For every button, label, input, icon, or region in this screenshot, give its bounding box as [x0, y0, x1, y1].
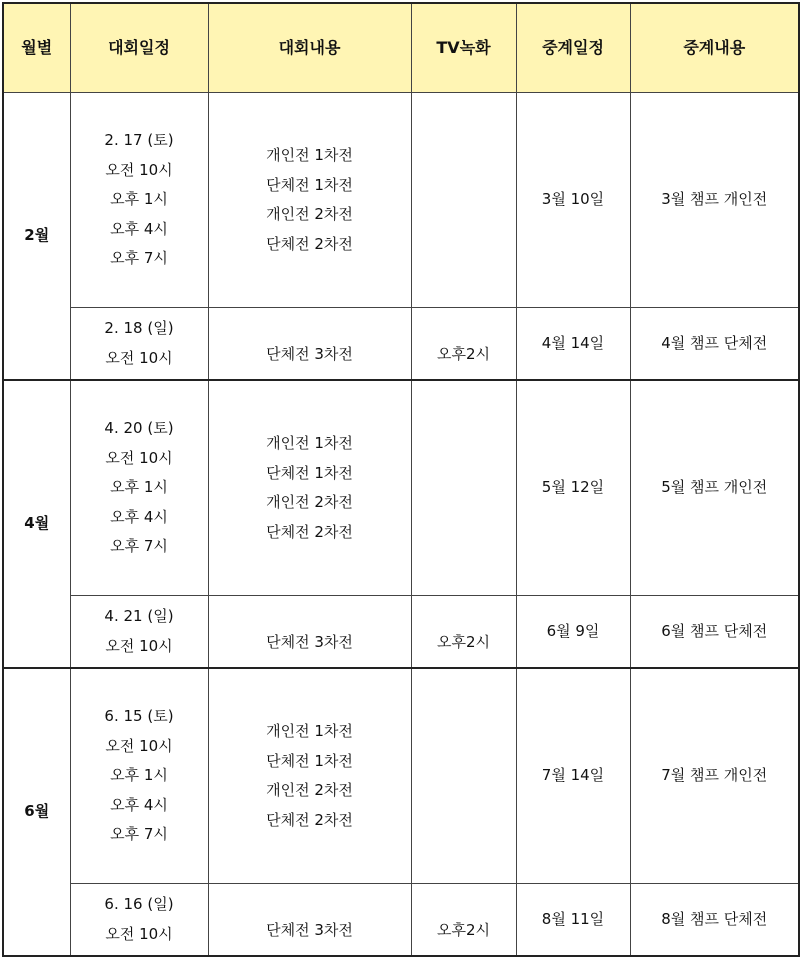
broadcast-date-cell: 3월 10일	[516, 93, 630, 308]
table-row	[3, 308, 799, 381]
contents-item: 개인전 2차전	[266, 781, 353, 799]
tv-recording-time: 오후2시	[436, 632, 490, 651]
table-row	[3, 596, 799, 669]
event-contents-cell	[208, 380, 411, 596]
header-row	[3, 3, 799, 93]
broadcast-contents-cell: 5월 챔프 개인전	[630, 380, 799, 596]
tv-recording-cell	[411, 668, 516, 884]
schedule-date: 2. 17 (토)	[104, 131, 174, 150]
broadcast-contents-cell: 3월 챔프 개인전	[630, 93, 799, 308]
contents-item: 단체전 2차전	[266, 522, 353, 541]
table-row	[3, 668, 799, 884]
contents-item: 개인전 1차전	[266, 434, 353, 452]
contents-item: 단체전 1차전	[266, 175, 353, 194]
tv-recording-cell	[411, 380, 516, 596]
contents-item: 개인전 1차전	[266, 146, 353, 164]
event-schedule-cell	[70, 884, 208, 957]
event-contents-cell	[208, 668, 411, 884]
broadcast-date-cell: 6월 9일	[516, 596, 630, 669]
event-schedule-cell	[70, 668, 208, 884]
broadcast-date-cell: 5월 12일	[516, 380, 630, 596]
schedule-time: 오후 4시	[110, 507, 168, 526]
contents-item: 단체전 2차전	[266, 234, 353, 253]
header-broadcast-date: 중계일정	[516, 3, 630, 93]
event-contents-cell	[208, 596, 411, 669]
contents-item: 단체전 3차전	[266, 344, 353, 363]
header-broadcast-contents: 중계내용	[630, 3, 799, 93]
schedule-time: 오후 1시	[110, 190, 168, 209]
event-schedule-cell	[70, 380, 208, 596]
schedule-time: 오전 10시	[105, 348, 173, 367]
month-cell: 6월	[3, 668, 70, 956]
schedule-time: 오후 1시	[110, 478, 168, 497]
tv-recording-cell	[411, 308, 516, 381]
month-cell: 2월	[3, 93, 70, 381]
event-schedule-cell	[70, 596, 208, 669]
header-event-contents: 대회내용	[208, 3, 411, 93]
schedule-table	[2, 2, 800, 957]
schedule-time: 오전 10시	[105, 160, 173, 179]
broadcast-contents-cell: 8월 챔프 단체전	[630, 884, 799, 957]
tv-recording-time: 오후2시	[436, 920, 490, 939]
schedule-date: 6. 16 (일)	[104, 895, 174, 913]
schedule-time: 오후 4시	[110, 219, 168, 238]
broadcast-date-cell: 8월 11일	[516, 884, 630, 957]
schedule-time: 오후 7시	[110, 537, 168, 556]
contents-item: 단체전 1차전	[266, 463, 353, 482]
schedule-time: 오전 10시	[105, 736, 173, 755]
contents-item: 단체전 1차전	[266, 751, 353, 770]
tv-recording-cell	[411, 884, 516, 957]
contents-item: 단체전 2차전	[266, 810, 353, 829]
schedule-time: 오전 10시	[105, 636, 173, 655]
schedule-date: 4. 20 (토)	[104, 419, 174, 438]
header-month: 월별	[3, 3, 70, 93]
contents-item: 개인전 2차전	[266, 493, 353, 511]
event-schedule-cell	[70, 93, 208, 308]
contents-item: 개인전 2차전	[266, 205, 353, 223]
table-row	[3, 93, 799, 308]
schedule-date: 2. 18 (일)	[104, 319, 174, 337]
table-row	[3, 380, 799, 596]
schedule-time: 오후 7시	[110, 249, 168, 268]
tv-recording-cell	[411, 596, 516, 669]
schedule-time: 오후 4시	[110, 795, 168, 814]
contents-item: 개인전 1차전	[266, 722, 353, 740]
table-row	[3, 884, 799, 957]
schedule-date: 4. 21 (일)	[104, 607, 174, 625]
event-contents-cell	[208, 308, 411, 381]
broadcast-contents-cell: 4월 챔프 단체전	[630, 308, 799, 381]
tv-recording-cell	[411, 93, 516, 308]
schedule-time: 오후 1시	[110, 766, 168, 785]
contents-item: 단체전 3차전	[266, 632, 353, 651]
tv-recording-time: 오후2시	[436, 344, 490, 363]
broadcast-contents-cell: 7월 챔프 개인전	[630, 668, 799, 884]
broadcast-date-cell: 4월 14일	[516, 308, 630, 381]
event-schedule-cell	[70, 308, 208, 381]
header-event-schedule: 대회일정	[70, 3, 208, 93]
schedule-time: 오전 10시	[105, 924, 173, 943]
event-contents-cell	[208, 93, 411, 308]
schedule-time: 오후 7시	[110, 825, 168, 844]
event-contents-cell	[208, 884, 411, 957]
month-cell: 4월	[3, 380, 70, 668]
broadcast-contents-cell: 6월 챔프 단체전	[630, 596, 799, 669]
header-tv-recording: TV녹화	[411, 3, 516, 93]
contents-item: 단체전 3차전	[266, 920, 353, 939]
schedule-time: 오전 10시	[105, 448, 173, 467]
broadcast-date-cell: 7월 14일	[516, 668, 630, 884]
schedule-date: 6. 15 (토)	[104, 707, 174, 726]
